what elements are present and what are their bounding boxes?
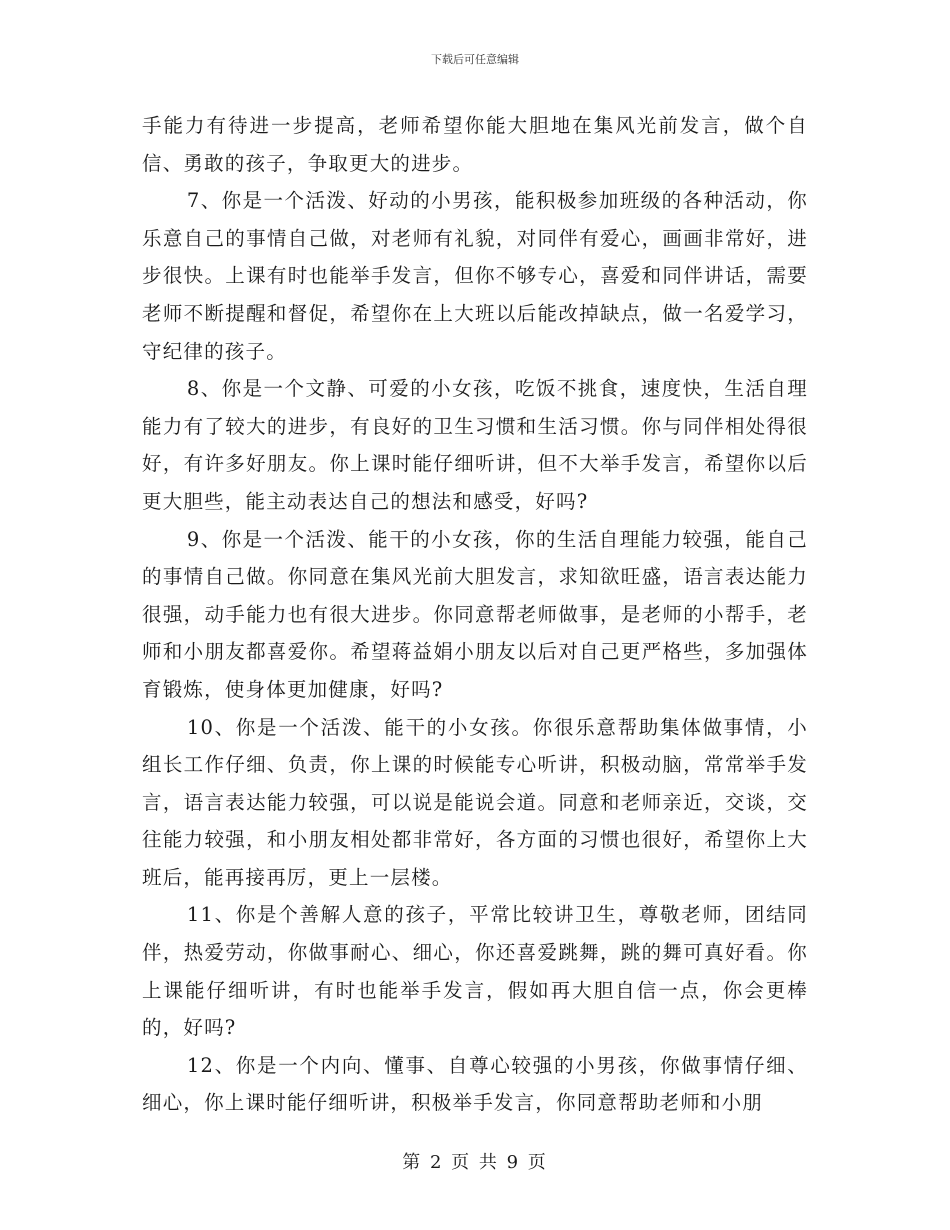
paragraph-item-11: 11、你是个善解人意的孩子，平常比较讲卫生，尊敬老师，团结同伴，热爱劳动，你做事耐心、细心，你还喜爱跳舞，跳的舞可真好看。你上课能仔细听讲，有时也能举手发言，假如再大胆自信一点，你会更棒的，好吗? [142, 903, 808, 1040]
document-body [142, 107, 808, 1122]
paragraph-item-10: 10、你是一个活泼、能干的小女孩。你很乐意帮助集体做事情，小组长工作仔细、负责，你上课的时候能专心听讲，积极动脑，常常举手发言，语言表达能力较强，可以说是能说会道。同意和老师亲近，交谈，交往能力较强，和小朋友相处都非常好，各方面的习惯也很好，希望你上大班后，能再接再厉，更上一层楼。 [142, 715, 808, 889]
paragraph-continuation: 手能力有待进一步提高，老师希望你能大胆地在集风光前发言，做个自信、勇敢的孩子，争取更大的进步。 [142, 114, 808, 175]
paragraph-item-8: 8、你是一个文静、可爱的小女孩，吃饭不挑食，速度快，生活自理能力有了较大的进步，有良好的卫生习惯和生活习惯。你与同伴相处得很好，有许多好朋友。你上课时能仔细听讲，但不大举手发言，希望你以后更大胆些，能主动表达自己的想法和感受，好吗? [142, 377, 808, 513]
page-header-note: 下载后可任意编辑 [431, 53, 519, 66]
paragraph-item-7: 7、你是一个活泼、好动的小男孩，能积极参加班级的各种活动，你乐意自己的事情自己做，对老师有礼貌，对同伴有爱心，画画非常好，进步很快。上课有时也能举手发言，但你不够专心，喜爱和同伴讲话，需要老师不断提醒和督促，希望你在上大班以后能改掉缺点，做一名爱学习，守纪律的孩子。 [142, 189, 808, 363]
paragraph-item-12: 12、你是一个内向、懂事、自尊心较强的小男孩，你做事情仔细、细心，你上课时能仔细听讲，积极举手发言，你同意帮助老师和小朋 [142, 1053, 808, 1115]
paragraph-item-9: 9、你是一个活泼、能干的小女孩，你的生活自理能力较强，能自己的事情自己做。你同意在集风光前大胆发言，求知欲旺盛，语言表达能力很强，动手能力也有很大进步。你同意帮老师做事，是老师的小帮手，老师和小朋友都喜爱你。希望蒋益娟小朋友以后对自己更严格些，多加强体育锻炼，使身体更加健康，好吗? [142, 527, 808, 701]
page-number-footer: 第 2 页 共 9 页 [402, 1152, 548, 1173]
